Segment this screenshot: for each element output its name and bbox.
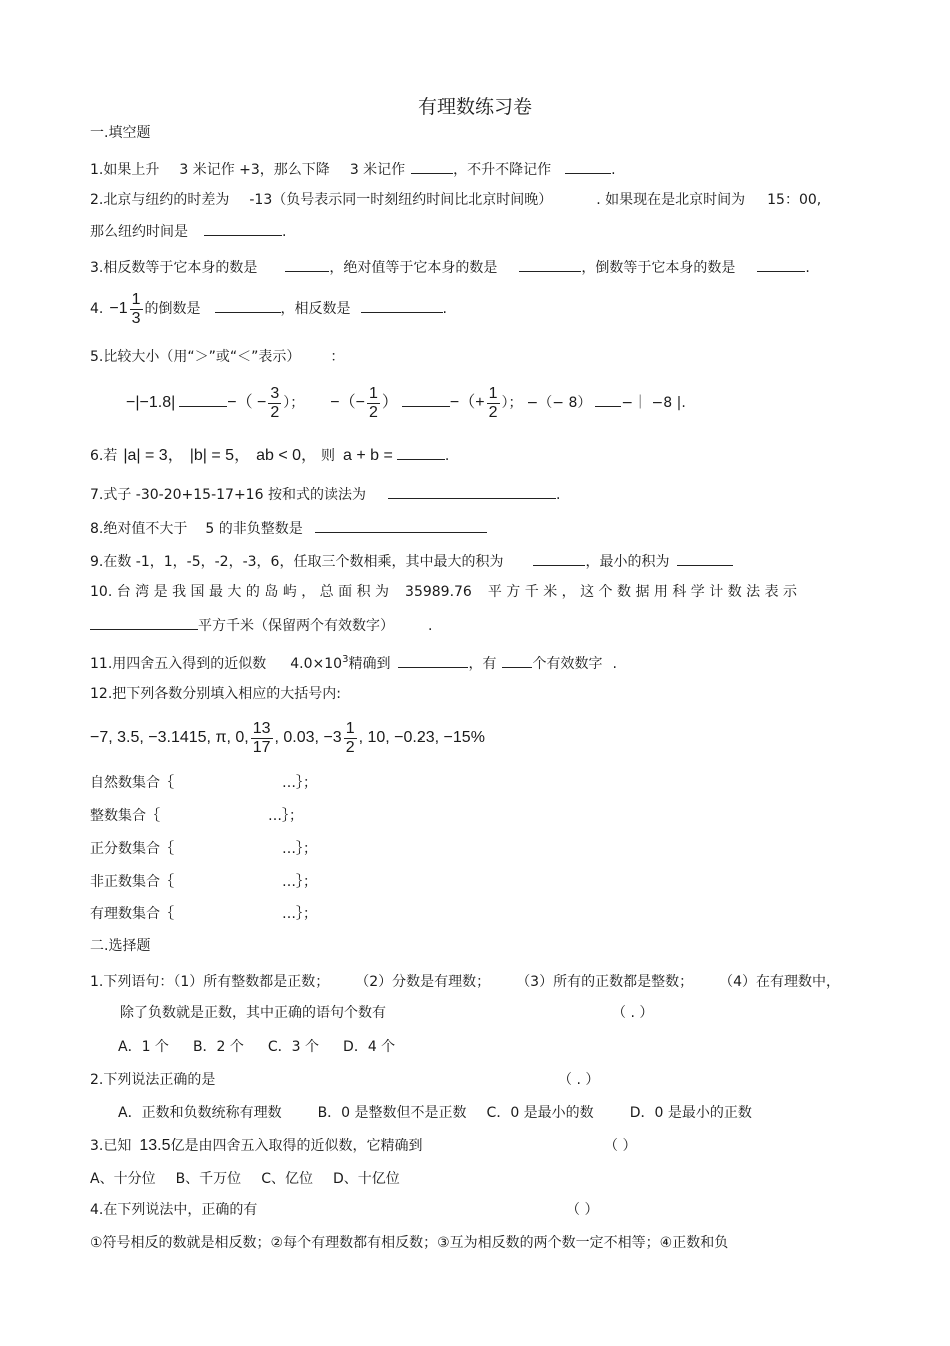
q11-text-c: 精确到: [348, 656, 391, 672]
q5-blank-3[interactable]: [595, 392, 621, 407]
q4-text-c: ，相反数是: [280, 301, 351, 317]
q12-den-2: 2: [345, 738, 355, 756]
set-label: 正分数集合｛: [90, 841, 174, 857]
c1-text-c: （3）所有的正数都是整数；: [516, 974, 694, 990]
q3-blank-2[interactable]: [519, 257, 581, 272]
q5-den-3: 2: [488, 403, 498, 421]
q5-expr-2b: ）: [381, 394, 398, 411]
question-11: [90, 651, 617, 673]
choice-1: [90, 973, 840, 991]
option-c[interactable]: C．0 是最小的数: [486, 1105, 594, 1121]
q3-text-d: .: [805, 260, 810, 276]
q4-text-d: .: [442, 301, 447, 317]
c2-answer-parens[interactable]: （ . ）: [558, 1072, 600, 1088]
choice-4: 4.在下列说法中，正确的有: [90, 1202, 258, 1218]
q2-text-e: .: [282, 224, 287, 240]
set-label: 整数集合｛: [90, 808, 160, 824]
c3-answer-parens[interactable]: （ ）: [604, 1138, 637, 1154]
option-b[interactable]: B．0 是整数但不是正数: [317, 1105, 467, 1121]
q8-text-b: 5 的非负整数是: [205, 521, 303, 537]
q11-value: 4.0×10: [290, 656, 343, 672]
set-integer: [90, 807, 303, 825]
q4-fraction: [130, 291, 143, 328]
q6-expr-ab: ab < 0，: [256, 447, 318, 464]
q5-expr-1: −|−1.8|: [126, 394, 176, 411]
q3-blank-3[interactable]: [757, 257, 805, 272]
q4-whole: −1: [109, 300, 128, 317]
q2-blank[interactable]: [204, 221, 282, 236]
q2-line2: 那么纽约时间是: [90, 224, 188, 240]
q12-fraction-1: [251, 720, 273, 757]
question-12: 12.把下列各数分别填入相应的大括号内:: [90, 686, 341, 702]
option-b[interactable]: B、千万位: [175, 1171, 242, 1187]
q6-expr-b: |b| = 5，: [189, 447, 251, 464]
set-non-positive: [90, 873, 317, 891]
q12-fraction-2: [344, 720, 357, 757]
q11-period: .: [612, 656, 617, 672]
q7-blank[interactable]: [388, 484, 556, 499]
q3-blank-1[interactable]: [285, 257, 329, 272]
question-4: [90, 289, 447, 329]
c4-answer-parens[interactable]: （ ）: [566, 1202, 599, 1218]
q3-text-a: 3.相反数等于它本身的数是: [90, 260, 258, 276]
question-1: [90, 159, 616, 179]
q6-period: .: [444, 448, 450, 464]
c1-line2: 除了负数就是正数，其中正确的语句个数有: [120, 1005, 386, 1021]
choice-2-options: [118, 1104, 752, 1122]
q5-den-2: 2: [369, 403, 378, 421]
set-label: 有理数集合｛: [90, 906, 174, 922]
q11-blank-2[interactable]: [502, 653, 532, 668]
question-7: [90, 484, 560, 504]
q12-repeating-digits: · 23: [417, 729, 435, 746]
q1-text-d: ，不升不降记作: [453, 162, 552, 178]
q6-then: 则: [321, 448, 336, 464]
q1-blank-2[interactable]: [565, 159, 611, 174]
q9-text-a: 9.在数 -1，1，-5，-2，-3，6，任取三个数相乘，其中最大的积为: [90, 554, 504, 570]
q4-text-b: 的倒数是: [144, 301, 201, 317]
q10-period: .: [428, 618, 433, 634]
option-a[interactable]: A．正数和负数统称有理数: [118, 1105, 282, 1121]
set-end: …｝；: [282, 775, 317, 791]
q3-text-c: ，倒数等于它本身的数是: [581, 260, 736, 276]
c1-text-d: （4）在有理数中，: [719, 974, 841, 990]
question-12-numbers: [90, 716, 485, 760]
c1-text-b: （2）分数是有理数；: [355, 974, 491, 990]
q1-blank-1[interactable]: [411, 159, 453, 174]
q6-expr-a: |a| = 3，: [123, 447, 184, 464]
q4-blank-1[interactable]: [215, 298, 281, 313]
q12-num-2: 1: [345, 719, 355, 737]
c3-value: 13.5: [139, 1137, 171, 1154]
q12-list-3: , 10, −0.: [358, 729, 417, 746]
choice-1-line-2: [120, 1004, 386, 1022]
section-heading-choice: 二.选择题: [90, 938, 151, 954]
q5-expr-1c: ）；: [283, 395, 305, 411]
set-end: …｝；: [282, 906, 317, 922]
q5-fraction-1: [268, 385, 281, 422]
q10-text-d: 平方千米（保留两个有效数字）: [198, 618, 394, 634]
q6-text-a: 6.若: [90, 448, 118, 464]
option-a[interactable]: A．1 个: [118, 1039, 169, 1055]
q7-period: .: [555, 487, 561, 503]
q10-text-c: 平 方 千 米 ， 这 个 数 据 用 科 学 计 数 法 表 示: [487, 584, 798, 600]
q5-num-2: 1: [369, 384, 378, 402]
q5-expr-2d: ）；: [501, 395, 523, 411]
q2-text-b: -13（负号表示同一时刻纽约时间比北京时间晚）: [249, 192, 553, 208]
q5-den-1: 2: [270, 403, 280, 421]
q11-blank-1[interactable]: [398, 653, 468, 668]
choice-2: 2.下列说法正确的是: [90, 1072, 216, 1088]
c3-text-a: 3.已知: [90, 1138, 132, 1154]
option-d[interactable]: D、十亿位: [332, 1171, 400, 1187]
question-10-line-2: [90, 615, 432, 635]
option-b[interactable]: B．2 个: [192, 1039, 244, 1055]
q12-num-1: 13: [252, 719, 271, 737]
q10-text-a: 10. 台 湾 是 我 国 最 大 的 岛 屿 ， 总 面 积 为: [90, 584, 390, 600]
q9-blank-2[interactable]: [677, 551, 733, 566]
q2-text-d: 15：00,: [767, 192, 822, 208]
set-end: …｝；: [268, 808, 303, 824]
option-a[interactable]: A、十分位: [90, 1171, 156, 1187]
question-8: [90, 518, 487, 538]
option-c[interactable]: C．3 个: [267, 1039, 320, 1055]
c3-text-c: 亿是由四舍五入取得的近似数，它精确到: [170, 1138, 423, 1154]
q12-list-4: , −15%: [434, 729, 485, 746]
choice-3: [90, 1137, 423, 1155]
choice-1-options: [118, 1038, 395, 1056]
q12-list-1: −7, 3.5, −3.1415, π, 0,: [90, 729, 249, 746]
q4-number: 4.: [90, 301, 104, 317]
q8-blank[interactable]: [315, 518, 487, 533]
set-rational: [90, 905, 317, 923]
q9-blank-1[interactable]: [533, 551, 585, 566]
q5-colon: ：: [330, 349, 345, 365]
q5-blank-1[interactable]: [179, 392, 227, 407]
q5-num-3: 1: [488, 384, 498, 402]
q1-text-b: 3 米记作 +3，那么下降: [179, 162, 330, 178]
q3-text-b: ，绝对值等于它本身的数是: [329, 260, 498, 276]
q11-text-e: 个有效数字: [532, 656, 603, 672]
q10-blank[interactable]: [90, 615, 198, 630]
q12-list-2: , 0.03, −3: [274, 729, 342, 746]
question-5: [90, 348, 344, 366]
q1-text-a: 1.如果上升: [90, 162, 160, 178]
set-end: …｝；: [282, 874, 317, 890]
option-d[interactable]: D．0 是最小的正数: [629, 1105, 752, 1121]
option-d[interactable]: D．4 个: [343, 1039, 396, 1055]
q1-text-e: .: [611, 162, 616, 178]
q11-text-d: ，有: [468, 656, 497, 672]
q6-expr-sum: a + b =: [343, 447, 393, 464]
q5-blank-2[interactable]: [402, 392, 450, 407]
q4-blank-2[interactable]: [361, 298, 443, 313]
q5-fraction-2: [367, 385, 380, 422]
q2-text-a: 2.北京与纽约的时差为: [90, 192, 230, 208]
q4-denominator: 3: [131, 309, 141, 327]
q11-exponent: 3: [342, 654, 349, 665]
c1-text-a: 1.下列语句：（1）所有整数都是正数；: [90, 974, 330, 990]
q5-expr-1b: −（ −: [227, 394, 267, 411]
question-2-line-2: [90, 221, 286, 241]
q1-text-c: 3 米记作: [349, 162, 406, 178]
section-heading-fill-blank: 一.填空题: [90, 125, 151, 141]
q5-expr-2: −（−: [330, 394, 365, 411]
q9-text-b: ，最小的积为: [585, 554, 670, 570]
set-label: 非正数集合｛: [90, 874, 174, 890]
question-10: [90, 583, 797, 601]
choice-3-options: [90, 1170, 400, 1188]
set-positive-fraction: [90, 840, 317, 858]
q5-expr-3b: −｜ −8 |.: [621, 395, 686, 411]
q7-text-a: 7.式子 -30-20+15-17+16 按和式的读法为: [90, 487, 366, 503]
c1-answer-parens[interactable]: （ . ）: [612, 1005, 654, 1021]
q5-num-1: 3: [270, 384, 280, 402]
q12-den-1: 17: [252, 738, 271, 756]
q8-text-a: 8.绝对值不大于: [90, 521, 188, 537]
q6-blank[interactable]: [397, 445, 445, 460]
q5-expr-2c: −（+: [449, 394, 485, 411]
set-label: 自然数集合｛: [90, 775, 174, 791]
q5-fraction-3: [487, 385, 500, 422]
set-end: …｝；: [282, 841, 317, 857]
question-9: [90, 551, 733, 571]
q5-text-a: 5.比较大小（用“＞”或“＜”表示）: [90, 349, 301, 365]
question-6: [90, 445, 449, 466]
q10-area: 35989.76: [405, 584, 472, 600]
q4-numerator: 1: [131, 290, 141, 308]
q2-text-c: . 如果现在是北京时间为: [596, 192, 746, 208]
option-c[interactable]: C、亿位: [261, 1171, 313, 1187]
q5-expr-3: −（− 8）: [526, 395, 592, 411]
set-natural: [90, 774, 317, 792]
page-title: 有理数练习卷: [417, 96, 532, 118]
question-3: [90, 257, 810, 277]
q11-text-a: 11.用四舍五入得到的近似数: [90, 656, 267, 672]
question-2: [90, 191, 821, 209]
choice-4-line-2: ①符号相反的数就是相反数；②每个有理数都有相反数；③互为相反数的两个数一定不相等；④正数和负: [90, 1235, 729, 1251]
question-5-expressions: [126, 382, 686, 424]
